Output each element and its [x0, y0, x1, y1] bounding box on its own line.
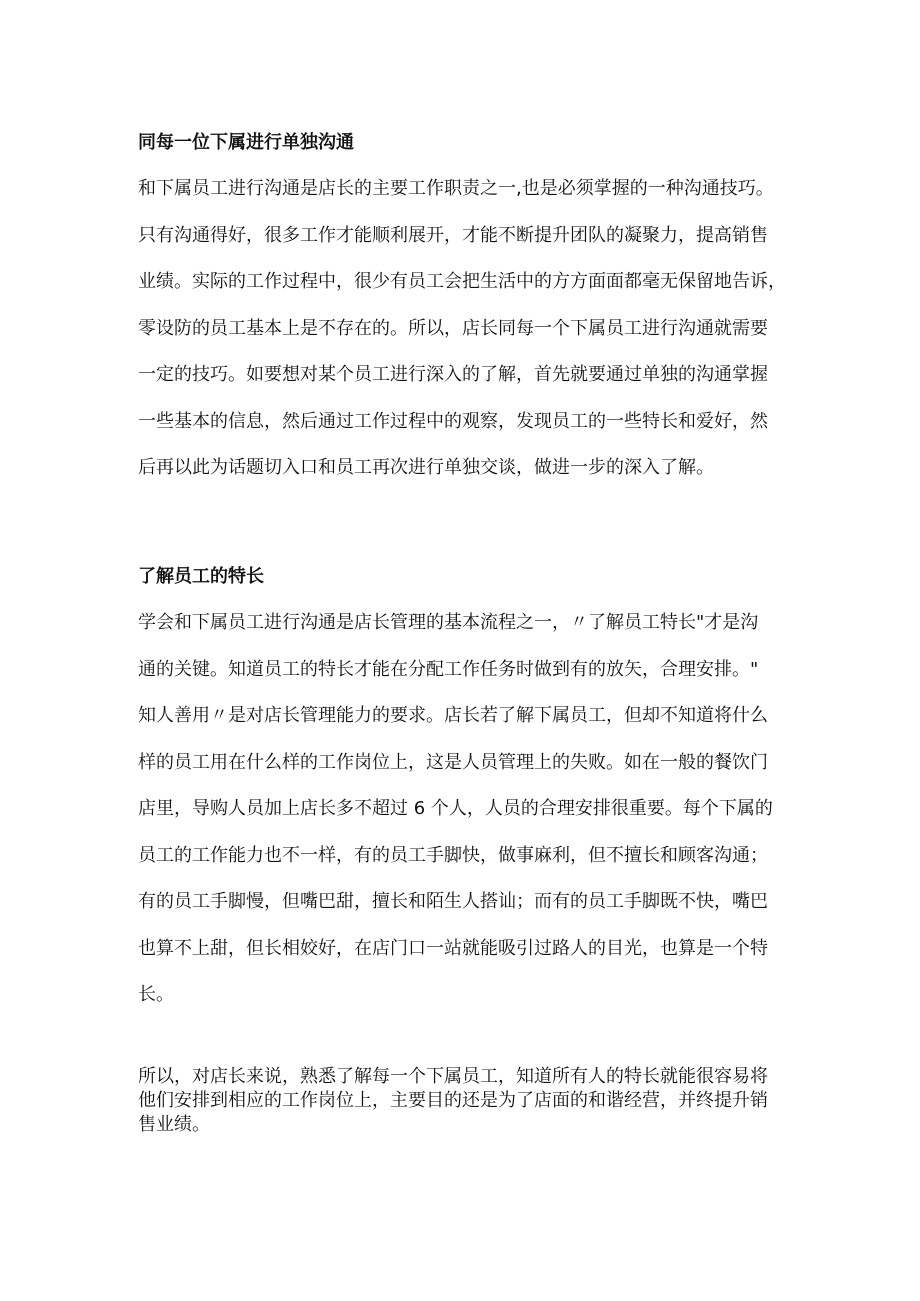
text-line: 售业绩。	[138, 1114, 210, 1135]
text-line: 他们安排到相应的工作岗位上，主要目的还是为了店面的和谐经营，并终提升销	[138, 1090, 768, 1111]
text-line: 只有沟通得好，很多工作才能顺利展开，才能不断提升团队的凝聚力，提高销售	[138, 224, 768, 246]
text-line: 样的员工用在什么样的工作岗位上，这是人员管理上的失败。如在一般的餐饮门	[138, 751, 768, 773]
text-line: 通的关键。知道员工的特长才能在分配工作任务时做到有的放矢，合理安排。"	[138, 658, 759, 680]
text-line: 知人善用〃是对店长管理能力的要求。店长若了解下属员工，但却不知道将什么	[138, 705, 768, 726]
text-line: 零设防的员工基本上是不存在的。所以，店长同每一个下属员工进行沟通就需要	[138, 317, 768, 339]
text-line: 一定的技巧。如要想对某个员工进行深入的了解，首先就要通过单独的沟通掌握	[138, 364, 768, 385]
text-line: 业绩。实际的工作过程中，很少有员工会把生活中的方方面面都毫无保留地告诉，	[138, 271, 786, 292]
text-line: 和下属员工进行沟通是店长的主要工作职责之一,也是必须掌握的一种沟通技巧。	[138, 178, 774, 199]
paragraph-strengths	[138, 600, 798, 1019]
text-line: 店里，导购人员加上店长多不超过 6 个人，人员的合理安排很重要。每个下属的	[138, 798, 773, 819]
paragraph-conclusion	[138, 1065, 798, 1137]
text-line: 一些基本的信息，然后通过工作过程中的观察，发现员工的一些特长和爱好，然	[138, 410, 768, 432]
section-heading-one-on-one: 同每一位下属进行单独沟通	[138, 132, 354, 153]
text-line: 学会和下属员工进行沟通是店长管理的基本流程之一，〃了解员工特长"才是沟	[138, 612, 759, 633]
paragraph-communication	[138, 166, 798, 492]
text-line: 有的员工手脚慢，但嘴巴甜，擅长和陌生人搭讪；而有的员工手脚既不快，嘴巴	[138, 891, 768, 912]
text-line: 长。	[138, 984, 174, 1005]
text-line: 所以，对店长来说，熟悉了解每一个下属员工，知道所有人的特长就能很容易将	[138, 1066, 768, 1087]
text-line: 后再以此为话题切入口和员工再次进行单独交谈，做进一步的深入了解。	[138, 457, 714, 478]
section-heading-employee-strengths: 了解员工的特长	[138, 566, 264, 587]
text-line: 员工的工作能力也不一样，有的员工手脚快，做事麻利，但不擅长和顾客沟通；	[138, 844, 768, 866]
text-line: 也算不上甜，但长相姣好，在店门口一站就能吸引过路人的目光，也算是一个特	[138, 937, 768, 959]
